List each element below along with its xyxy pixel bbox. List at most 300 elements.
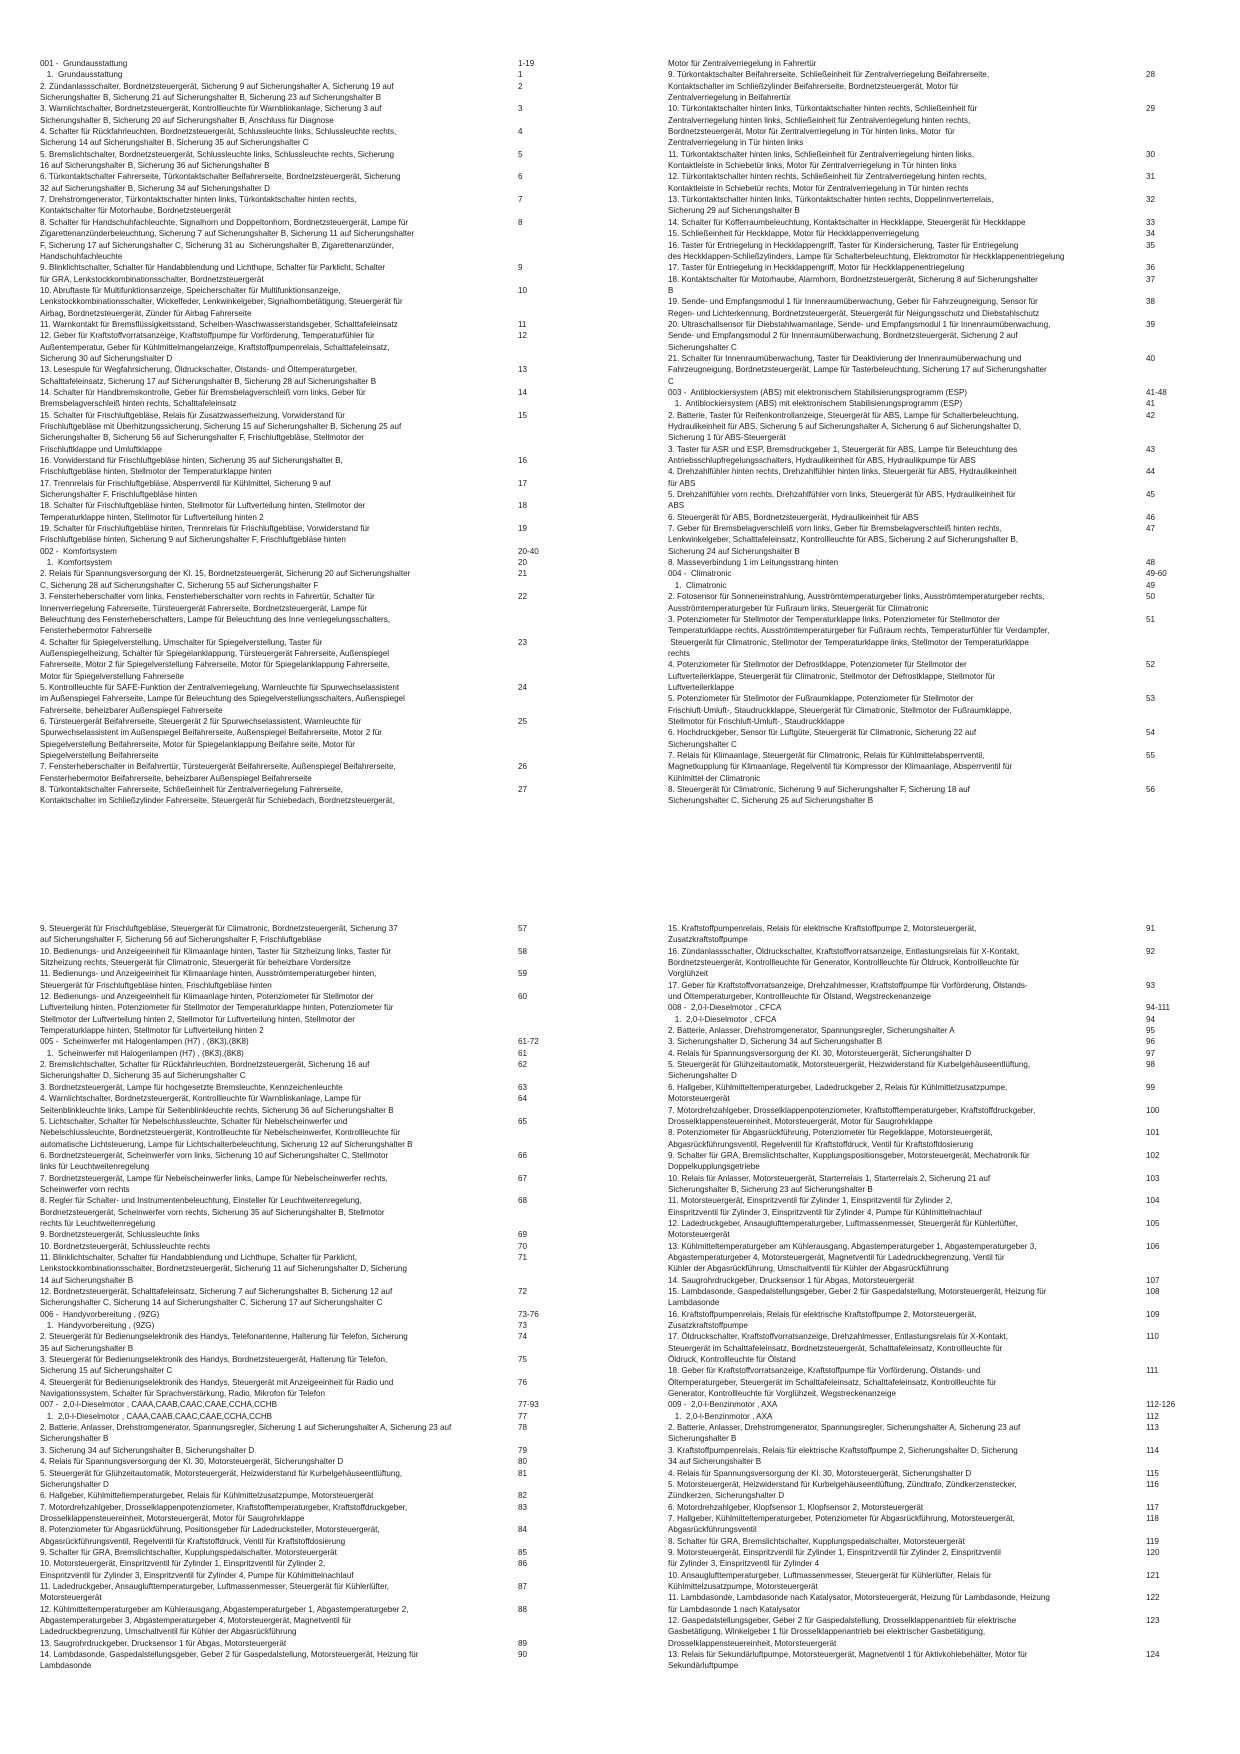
toc-section-heading (40, 1399, 570, 1410)
toc-entry (40, 991, 570, 1036)
toc-entry-page: 25 (518, 716, 528, 726)
toc-entry-page: 81 (518, 1468, 528, 1478)
toc-entry-title: 1. 2,0-l-Dieselmotor , CAAA,CAAB,CAAC,CAAE,CCHA,CCHB (40, 1411, 273, 1421)
toc-entry (40, 126, 570, 149)
toc-entry-page: 100 (1146, 1105, 1160, 1115)
toc-entry-title: 7. Motordrehzahlgeber, Drosselklappenpotenziometer, Kraftstofftemperaturgeber, Kraftstoffdruckgeber, Drosselklappensteuereinheit, Motorsteuergerät, Motor für Saugrohrklappe (668, 1105, 1036, 1126)
toc-entry (40, 761, 570, 784)
toc-entry (40, 968, 570, 991)
toc-entry-page: 28 (1146, 70, 1156, 80)
toc-entry-title: 17. Geber für Kraftstoffvorratsanzeige, Drehzahlmesser, Kraftstoffpumpe für Vorförderung, Ölstands- und Öltemperaturgeber, Kontrollleuchte für Ölstand, Wegstreckenanzeige (668, 980, 1028, 1002)
toc-entry (668, 1502, 1198, 1513)
toc-entry-page: 63 (518, 1082, 528, 1092)
toc-entry (668, 659, 1198, 693)
toc-entry (668, 1150, 1198, 1173)
toc-entry (40, 500, 570, 523)
toc-entry-title: 008 - 2,0-l-Dieselmotor , CFCA (668, 1003, 782, 1013)
toc-entry-page: 75 (518, 1355, 528, 1365)
toc-entry-page: 13 (518, 365, 528, 375)
toc-entry-title: 11. Blinklichtschalter, Schalter für Handabblendung und Lichthupe, Schalter für Parklicht, Lenkstockkombinationsschalter, Bordnetzsteuergerät, Sicherung 11 auf Sicherungshalter D, Sicherung 14 auf Sicherungshalter B (40, 1252, 407, 1285)
toc-entry-title: 7. Hallgeber, Kühlmitteltemperaturgeber, Potenziometer für Abgasrückführung, Motorsteuergerät, Abgasrückführungsventil (668, 1513, 1015, 1535)
toc-entry-title: 009 - 2,0-l-Benzinmotor , AXA (668, 1400, 778, 1410)
toc-entry-page: 7 (518, 195, 523, 205)
toc-entry-title: 4. Potenziometer für Stellmotor der Defrostklappe, Potenziometer für Stellmotor der Luftverteilerklappe, Steuergerät für Climatronic, Stellmotor der Defrostklappe, Stellmotor für Luftverteilerklappe (668, 660, 996, 692)
toc-entry-title: 2. Steuergerät für Bedienungselektronik des Handys, Telefonantenne, Halterung für Telefon, Sicherung 35 auf Sicherungshalter B (40, 1332, 408, 1353)
toc-entry-title: 5. Drehzahlfühler vorn rechts, Drehzahlfühler vorn links, Steuergerät für ABS, Hydraulikeinheit für ABS (668, 490, 1016, 511)
toc-entry-page: 22 (518, 592, 528, 602)
toc-entry-page: 102 (1146, 1150, 1160, 1160)
toc-entry (668, 1536, 1198, 1547)
toc-entry-title: 13. Saugrohrdruckgeber, Drucksensor 1 für Abgas, Motorsteuergerät (40, 1638, 287, 1648)
toc-entry (40, 1116, 570, 1150)
toc-entry-title: 9. Motorsteuergerät, Einspritzventil für Zylinder 1, Einspritzventil für Zylinder 2, Einspritzventil für Zylinder 3, Einspritzventil für Zylinder 4 (668, 1547, 1001, 1569)
toc-entry-page: 109 (1146, 1309, 1160, 1319)
toc-entry (668, 1173, 1198, 1196)
toc-entry-page: 85 (518, 1547, 528, 1557)
toc-entry-page: 53 (1146, 694, 1156, 704)
toc-entry (668, 1105, 1198, 1128)
toc-entry-page: 61 (518, 1048, 528, 1058)
toc-entry-page: 83 (518, 1502, 528, 1512)
toc-entry-page: 79 (518, 1445, 528, 1455)
toc-entry (668, 398, 1198, 409)
toc-entry (40, 1468, 570, 1491)
toc-entry-page: 69 (518, 1230, 528, 1240)
toc-entry (40, 1377, 570, 1400)
toc-entry (40, 1547, 570, 1558)
toc-entry (668, 171, 1198, 194)
toc-column-4 (668, 923, 1198, 1672)
toc-entry-page: 91 (1146, 924, 1156, 933)
toc-entry-title: 8. Schalter für Handschuhfachleuchte, Signalhorn und Doppeltonhorn, Bordnetzsteuergerät, Lampe für Zigarettenanzünderbeleuchtung, Sicherung 7 auf Sicherungshalter B, Sicherung 11 auf Sicherungshalter F, Sicherung 17 auf Sicherungshalter C, Sicherung 31 au Sicherungshalter B, Zigarettenanzünder, Handschuhfachleuchte (40, 217, 415, 261)
toc-entry-title: 2. Batterie, Anlasser, Drehstromgenerator, Spannungsregler, Sicherungshalter A, Sicherung 23 auf Sicherungshalter B (668, 1423, 1021, 1444)
toc-entry-title: 1. Scheinwerfer mit Halogenlampen (H7) , (8K3),(8K8) (40, 1048, 244, 1058)
toc-entry-page: 118 (1146, 1513, 1159, 1523)
toc-entry-title: 7. Relais für Klimaanlage, Steuergerät für Climatronic, Relais für Kühlmittelabsperrventil, Magnetkupplung für Klimaanlage, Regelventil für Kompressor der Klimaanlage, Absperrventil für Kühlmittel der Climatronic (668, 750, 1013, 783)
toc-entry-title: 1. Komfortsystem (40, 558, 112, 568)
toc-entry-page: 34 (1146, 229, 1156, 239)
toc-entry-page: 40 (1146, 353, 1156, 363)
toc-entry-title: Motor für Zentralverriegelung in Fahrertür (668, 59, 817, 68)
toc-entry (40, 1059, 570, 1082)
toc-entry-title: 3. Bordnetzsteuergerät, Lampe für hochgesetzte Bremsleuchte, Kennzeichenleuchte (40, 1082, 343, 1092)
toc-entry (668, 1036, 1198, 1047)
toc-entry (668, 1445, 1198, 1468)
toc-entry (40, 285, 570, 319)
toc-entry-page: 32 (1146, 195, 1156, 205)
toc-section-heading (668, 568, 1198, 579)
toc-entry-page: 29 (1146, 104, 1156, 114)
toc-entry (40, 1320, 570, 1331)
toc-entry (668, 103, 1198, 148)
toc-entry-title: 18. Schalter für Frischluftgebläse hinten, Stellmotor für Luftverteilung hinten, Stellmotor der Temperaturklappe hinten, Stellmotor für Luftverteilung hinten 2 (40, 501, 366, 522)
toc-entry-title: 14. Schalter für Kofferraumbeleuchtung, Kontaktschalter in Heckklappe, Steuergerät für Heckklappe (668, 217, 1026, 227)
toc-entry-page: 122 (1146, 1593, 1160, 1603)
toc-entry-title: 1. Antiblockiersystem (ABS) mit elektronischem Stabilisierungsprogramm (ESP) (668, 399, 963, 409)
toc-entry-page: 18 (518, 501, 528, 511)
toc-entry (668, 1025, 1198, 1036)
toc-entry-page: 94 (1146, 1014, 1156, 1024)
toc-entry-page: 82 (518, 1491, 528, 1501)
toc-entry-page: 119 (1146, 1536, 1159, 1546)
toc-entry-page: 30 (1146, 149, 1156, 159)
toc-entry-title: 3. Steuergerät für Bedienungselektronik des Handys, Bordnetzsteuergerät, Halterung für Telefon, Sicherung 15 auf Sicherungshalter C (40, 1355, 388, 1376)
toc-entry-page: 39 (1146, 319, 1156, 329)
toc-entry-title: 21. Schalter für Innenraumüberwachung, Taster für Deaktivierung der Innenraumüberwachung und Fahrzeugneigung, Bordnetzsteuergerät, Lampe für Tasterbeleuchtung, Sicherung 17 auf Sicherungshalter C (668, 353, 1047, 386)
toc-entry-page: 68 (518, 1196, 528, 1206)
toc-entry-title: 19. Schalter für Frischluftgebläse hinten, Trennrelais für Frischluftgebläse, Vorwiderstand für Frischluftgebläse hinten, Sicherung 9 auf Sicherungshalter F, Frischluftgebläse hinten (40, 524, 370, 545)
toc-entry (40, 364, 570, 387)
toc-entry-title: 5. Bremslichtschalter, Bordnetzsteuergerät, Schlussleuchte links, Schlussleuchte rechts, Sicherung 16 auf Sicherungshalter B, Sicherung 36 auf Sicherungshalter B (40, 149, 395, 171)
toc-entry (668, 194, 1198, 217)
toc-entry (40, 455, 570, 478)
toc-entry-title: 4. Relais für Spannungsversorgung der Kl. 30, Motorsteuergerät, Sicherungshalter D (668, 1468, 972, 1478)
toc-entry (668, 489, 1198, 512)
toc-entry (668, 1309, 1198, 1332)
toc-entry (668, 1468, 1198, 1479)
toc-entry-title: 13. Kühlmitteltemperaturgeber am Kühlerausgang, Abgastemperaturgeber 1, Abgastemperaturgeber 3, Abgastemperaturgeber 4, Motorsteuergerät, Magnetventil für Ladedruckbegrenzung, Ventil für Kühler der Abgasrückführung, Umschaltventil für Kühler der Abgasrückführung (668, 1241, 1037, 1274)
toc-entry-title: 2. Relais für Spannungsversorgung der Kl. 15, Bordnetzsteuergerät, Sicherung 20 auf Sicherungshalter C, Sicherung 28 auf Sicherungshalter C, Sicherung 55 auf Sicherungshalter F (40, 569, 411, 590)
toc-entry-title: 11. Lambdasonde, Lambdasonde nach Katalysator, Motorsteuergerät, Heizung für Lambdasonde, Heizung für Lambdasonde 1 nach Katalysator (668, 1593, 1050, 1614)
toc-entry-page: 73 (518, 1321, 528, 1331)
toc-entry-title: 5. Steuergerät für Glühzeitautomatik, Motorsteuergerät, Heizwiderstand für Kurbelgehäuseentlüftung, Sicherungshalter D (40, 1468, 403, 1489)
toc-entry (668, 1592, 1198, 1615)
toc-entry-page: 1-19 (518, 59, 535, 68)
toc-entry-title: 6. Hallgeber, Kühlmitteltemperaturgeber, Relais für Kühlmittelzusatzpumpe, Motorsteuergerät (40, 1491, 374, 1501)
toc-entry-title: 7. Fensterheberschalter in Beifahrertür, Türsteuergerät Beifahrerseite, Außenspiegel Beifahrerseite, Fensterhebermotor Beifahrerseite, beheizbarer Außenspiegel Beifahrerseite (40, 762, 396, 783)
toc-entry-page: 112 (1146, 1411, 1159, 1421)
toc-entry (668, 980, 1198, 1003)
toc-entry-title: 5. Lichtschalter, Schalter für Nebelschlussleuchte, Schalter für Nebelscheinwerfer und Nebelschlussleuchte, Bordnetzsteuergerät, Kontrollleuchte für Nebelscheinwerfer, Kontrollleuchte für automatische Lichtsteuerung, Lampe für Lichtschalterbeleuchtung, Sicherung 12 auf Sicherungshalter B (40, 1116, 413, 1149)
toc-entry-title: 8. Potenziometer für Abgasrückführung, Potenziometer für Regelklappe, Motorsteuergerät, Abgasrückführungsventil, Regelventil für Kraftstoffdruck, Ventil für Kraftstoffdosierung (668, 1128, 993, 1149)
toc-entry (40, 478, 570, 501)
toc-column-2 (668, 58, 1198, 807)
toc-entry-page: 123 (1146, 1615, 1160, 1625)
toc-entry-title: 16. Zündanlassschalter, Öldruckschalter, Kraftstoffvorratsanzeige, Entlastungsrelais für X-Kontakt, Bordnetzsteuergerät, Kontrollleuchte für Generator, Kontrollleuchte für Öldruck, Kontrollleuchte für Vorglühzeit (668, 946, 1020, 979)
toc-entry-page: 90 (518, 1650, 528, 1659)
toc-entry-title: 9. Schalter für GRA, Bremslichtschalter, Kupplungspositionsgeber, Motorsteuergerät, Mechatronik für Doppelkupplungsgetriebe (668, 1150, 1030, 1172)
toc-entry (40, 1150, 570, 1173)
toc-entry-title: 11. Ladedruckgeber, Ansauglufttemperaturgeber, Luftmassenmesser, Steuergerät für Kühlerlüfter, Motorsteuergerät (40, 1581, 389, 1603)
toc-entry (668, 750, 1198, 784)
toc-entry-title: 2. Bremslichtschalter, Schalter für Rückfahrleuchten, Bordnetzsteuergerät, Sicherung 16 auf Sicherungshalter D, Sicherung 35 auf Sicherungshalter C (40, 1060, 370, 1081)
toc-entry (40, 171, 570, 194)
toc-entry-title: 004 - Climatronic (668, 569, 732, 579)
toc-entry-title: 10. Relais für Anlasser, Motorsteuergerät, Starterrelais 1, Starterrelais 2, Sicherung 21 auf Sicherungshalter B, Sicherung 23 auf Sicherungshalter B (668, 1173, 991, 1194)
toc-entry-title: 1. 2,0-l-Benzinmotor , AXA (668, 1411, 773, 1421)
toc-section-heading (40, 58, 570, 69)
toc-entry-title: 6. Bordnetzsteuergerät, Scheinwerfer vorn links, Sicherung 10 auf Sicherungshalter C, Stellmotor links für Leuchtweitenregelung (40, 1150, 389, 1172)
toc-entry-page: 5 (518, 149, 523, 159)
toc-entry (40, 1241, 570, 1252)
toc-entry (40, 523, 570, 546)
toc-entry (40, 330, 570, 364)
toc-section-heading (668, 387, 1198, 398)
toc-entry-title: 006 - Handyvorbereitung , (9ZG) (40, 1309, 160, 1319)
toc-entry-title: 6. Hallgeber, Kühlmitteltemperaturgeber, Ladedruckgeber 2, Relais für Kühlmittelzusatzpumpe, Motorsteuergerät (668, 1082, 1008, 1104)
toc-entry-title: 12. Ladedruckgeber, Ansauglufttemperaturgeber, Luftmassenmesser, Steuergerät für Kühlerlüfter, Motorsteuergerät (668, 1218, 1018, 1240)
toc-entry (668, 784, 1198, 807)
toc-entry-page: 14 (518, 387, 528, 397)
toc-entry-page: 96 (1146, 1037, 1156, 1047)
toc-entry (40, 784, 570, 807)
toc-entry (668, 1127, 1198, 1150)
toc-entry-title: 1. Climatronic (668, 580, 727, 590)
toc-entry-title: 10. Ansauglufttemperaturgeber, Luftmassenmesser, Steuergerät für Kühlerlüfter, Relais für Kühlmittelzusatzpumpe, Motorsteuergerät (668, 1570, 992, 1591)
toc-entry (40, 1093, 570, 1116)
toc-entry-title: 11. Bedienungs- und Anzeigeeinheit für Klimaanlage hinten, Ausströmtemperaturgeber hinten, Steuergerät für Frischluftgebläse hinten, Frischluftgebläse hinten (40, 969, 377, 990)
toc-entry (668, 69, 1198, 103)
toc-entry-page: 89 (518, 1638, 528, 1648)
toc-entry-page: 105 (1146, 1218, 1160, 1228)
toc-entry-title: 11. Warnkontakt für Bremsflüssigkeitsstand, Scheiben-Waschwasserstandsgeber, Schalttafeleinsatz (40, 319, 398, 329)
toc-entry-title: 1. Handyvorbereitung , (9ZG) (40, 1321, 155, 1331)
toc-entry (668, 1082, 1198, 1105)
toc-entry-page: 117 (1146, 1502, 1159, 1512)
toc-entry-page: 11 (518, 319, 527, 329)
toc-entry-title: 8. Potenziometer für Abgasrückführung, Positionsgeber für Ladedrucksteller, Motorsteuergerät, Abgasrückführungsventil, Regelventil für Kraftstoffdruck, Ventil für Kraftstoffdosierung (40, 1525, 380, 1546)
toc-entry (40, 387, 570, 410)
toc-entry-title: 12. Geber für Kraftstoffvorratsanzeige, Kraftstoffpumpe für Vorförderung, Temperaturfühler für Außentemperatur, Geber für Kühlmittelmangelanzeige, Kraftstoffpumpenrelais, Schalttafeleinsatz, Sicherung 30 auf Sicherungshalter D (40, 331, 390, 363)
toc-entry-page: 4 (518, 127, 523, 137)
toc-entry-page: 38 (1146, 297, 1156, 307)
toc-entry-title: 20. Ultraschallsensor für Diebstahlwarnanlage, Sende- und Empfangsmodul 1 für Innenraumüberwachung, Sende- und Empfangsmodul 2 für Innenraumüberwachung, Bordnetzsteuergerät, Sicherung 2 auf Sicherungshalter C (668, 319, 1051, 352)
toc-entry-page: 27 (518, 785, 528, 794)
toc-entry-page: 116 (1146, 1479, 1159, 1489)
toc-entry-page: 106 (1146, 1241, 1160, 1251)
toc-entry-title: 13. Lesespule für Wegfahrsicherung, Öldruckschalter, Ölstands- und Öltemperaturgeber, Schalttafeleinsatz, Sicherung 17 auf Sicherungshalter B, Sicherung 28 auf Sicherungshalter B (40, 365, 377, 386)
toc-entry-title: 4. Schalter für Rückfahrleuchten, Bordnetzsteuergerät, Schlussleuchte links, Schlussleuchte rechts, Sicherung 14 auf Sicherungshalter B, Sicherung 35 auf Sicherungshalter C (40, 127, 397, 148)
toc-entry-page: 77 (518, 1411, 528, 1421)
toc-entry-title: 16. Taster für Entriegelung in Heckklappengriff, Taster für Kindersicherung, Taster für Entriegelung des Heckklappen-Schließzylinders, Lampe für Schalterbeleuchtung, Elektromotor für Heckklappenentriegelung (668, 240, 1065, 261)
toc-entry-title: 2. Fotosensor für Sonneneinstrahlung, Ausströmtemperaturgeber links, Ausströmtemperaturgeber rechts, Ausströmtemperaturgeber für Fußraum links, Steuergerät für Climatronic (668, 592, 1045, 613)
toc-entry (40, 1252, 570, 1286)
toc-entry-page: 95 (1146, 1026, 1156, 1036)
toc-entry (668, 444, 1198, 467)
toc-entry-title: 3. Fensterheberschalter vorn links, Fensterheberschalter vorn rechts in Fahrertür, Schalter für Innenverriegelung Fahrerseite, Türsteuergerät Fahrerseite, Bordnetzsteuergerät, Lampe für Beleuchtung des Fensterheberschalters, Lampe für Beleuchtung des Inne verriegelungsschalters, Fensterhebermotor Fahrerseite (40, 592, 391, 636)
toc-entry (668, 1513, 1198, 1536)
toc-entry (668, 58, 1198, 69)
toc-entry-title: 3. Warnlichtschalter, Bordnetzsteuergerät, Kontrollleuchte für Warnblinkanlage, Sicherung 3 auf Sicherungshalter B, Sicherung 20 auf Sicherungshalter B, Anschluss für Diagnose (40, 104, 382, 125)
toc-entry-title: 17. Öldruckschalter, Kraftstoffvorratsanzeige, Drehzahlmesser, Entlastungsrelais für X-Kontakt, Steuergerät im Schalttafeleinsatz, Bordnetzsteuergerät, Schalttafeleinsatz, Kontrollleuchte für Öldruck, Kontrollleuchte für Ölstand (668, 1332, 1008, 1365)
toc-entry-title: 12. Bordnetzsteuergerät, Schalttafeleinsatz, Sicherung 7 auf Sicherungshalter B, Sicherung 12 auf Sicherungshalter C, Sicherung 14 auf Sicherungshalter C, Sicherung 17 auf Sicherungshalter C (40, 1287, 393, 1308)
toc-entry (40, 1490, 570, 1501)
toc-entry-page: 6 (518, 172, 523, 182)
toc-entry-page: 110 (1146, 1332, 1159, 1342)
toc-entry-title: 7. Motordrehzahlgeber, Drosselklappenpotenziometer, Kraftstofftemperaturgeber, Kraftstoffdruckgeber, Drosselklappensteuereinheit, Motorsteuergerät, Motor für Saugrohrklappe (40, 1502, 408, 1523)
toc-entry-page: 36 (1146, 263, 1156, 273)
toc-entry (40, 262, 570, 285)
toc-entry-title: 8. Regler für Schalter- und Instrumentenbeleuchtung, Einsteller für Leuchtweitenregelung, Bordnetzsteuergerät, Scheinwerfer vorn rechts, Sicherung 35 auf Sicherungshalter B, Stellmotor rechts für Leuchtweitenregelung (40, 1196, 385, 1228)
toc-entry (668, 149, 1198, 172)
toc-entry-title: 17. Taster für Entriegelung in Heckklappengriff, Motor für Heckklappenentriegelung (668, 263, 965, 273)
toc-entry-page: 58 (518, 946, 528, 956)
toc-entry-page: 86 (518, 1559, 528, 1569)
toc-entry-page: 46 (1146, 512, 1156, 522)
toc-entry-page: 45 (1146, 490, 1156, 500)
toc-entry-title: 8. Steuergerät für Climatronic, Sicherung 9 auf Sicherungshalter F, Sicherung 18 auf Sicherungshalter C, Sicherung 25 auf Sicherungshalter B (668, 785, 970, 806)
toc-entry (668, 274, 1198, 297)
toc-entry-page: 9 (518, 263, 523, 273)
toc-section-heading (40, 1036, 570, 1047)
toc-entry (668, 614, 1198, 659)
toc-entry-page: 56 (1146, 785, 1156, 794)
toc-entry (40, 194, 570, 217)
toc-entry-title: 001 - Grundausstattung (40, 59, 128, 68)
toc-entry-title: 10. Türkontaktschalter hinten links, Türkontaktschalter hinten rechts, Schließeinheit für Zentralverriegelung hinten links, Schließeinheit für Zentralverriegelung hinten rechts, Bordnetzsteuergerät, Motor für Zentralverriegelung in Tür hinten links, Motor für Zentralverriegelung in Tür hinten links (668, 104, 978, 148)
toc-entry-title: 15. Schließeinheit für Heckklappe, Motor für Heckklappenverriegelung (668, 229, 920, 239)
toc-entry-page: 124 (1146, 1650, 1160, 1659)
toc-entry-title: 8. Schalter für GRA, Bremslichtschalter, Kupplungspedalschalter, Motorsteuergerät (668, 1536, 965, 1546)
toc-entry-title: 5. Kontrollleuchte für SAFE-Funktion der Zentralverriegelung, Warnleuchte für Spurwechselassistent im Außenspiegel Fahrerseite, Lampe für Beleuchtung des Spiegelverstellungsschalters, Außenspiegel Fahrerseite, beheizbarer Außenspiegel Fahrerseite (40, 682, 405, 715)
toc-entry (40, 1331, 570, 1354)
toc-entry-page: 112-126 (1146, 1400, 1176, 1410)
toc-entry-title: 3. Sicherungshalter D, Sicherung 34 auf Sicherungshalter B (668, 1037, 883, 1047)
toc-entry-page: 74 (518, 1332, 528, 1342)
toc-entry (668, 1241, 1198, 1275)
toc-entry-title: 3. Potenziometer für Stellmotor der Temperaturklappe links, Potenziometer für Stellmotor der Temperaturklappe rechts, Ausströmtemperaturgeber für Fußraum rechts, Temperaturfühler für Verdampfer, Steuergerät für Climatronic, Stellmotor der Temperaturklappe links, Stellmotor der Temperaturklappe rechts (668, 614, 1050, 658)
toc-entry (668, 523, 1198, 557)
toc-section-heading (40, 1309, 570, 1320)
toc-entry-page: 66 (518, 1150, 528, 1160)
toc-entry-page: 12 (518, 331, 528, 341)
toc-entry-page: 121 (1146, 1570, 1160, 1580)
toc-entry-page: 42 (1146, 410, 1156, 420)
toc-entry-page: 98 (1146, 1060, 1156, 1070)
toc-section-heading (668, 1002, 1198, 1013)
toc-entry (40, 81, 570, 104)
toc-entry-page: 101 (1146, 1128, 1160, 1138)
toc-entry-title: 1. 2,0-l-Dieselmotor , CFCA (668, 1014, 777, 1024)
toc-entry-page: 77-93 (518, 1400, 539, 1410)
toc-entry-page: 115 (1146, 1468, 1159, 1478)
toc-entry (668, 580, 1198, 591)
toc-entry-page: 20-40 (518, 546, 539, 556)
toc-entry (40, 1638, 570, 1649)
toc-entry-title: 9. Türkontaktschalter Beifahrerseite, Schließeinheit für Zentralverriegelung Beifahrerseite, Kontaktschalter im Schließzylinder Beifahrerseite, Bordnetzsteuergerät, Motor für Zentralverriegelung in Beifahrertür (668, 70, 990, 103)
toc-entry-title: 3. Taster für ASR und ESP, Bremsdruckgeber 1, Steuergerät für ABS, Lampe für Beleuchtung des Antriebsschlupfregelungsschalters, Hydraulikeinheit für ABS, Hydraulikpumpe für ABS (668, 444, 1018, 466)
toc-entry-page: 48 (1146, 558, 1156, 568)
toc-entry-title: 14. Lambdasonde, Gaspedalstellungsgeber, Geber 2 für Gaspedalstellung, Motorsteuergerät, Heizung für Lambdasonde (40, 1650, 419, 1671)
toc-entry (40, 410, 570, 455)
toc-entry-page: 3 (518, 104, 523, 114)
toc-entry-page: 50 (1146, 592, 1156, 602)
toc-entry-title: 10. Abruftaste für Multifunktionsanzeige, Speicherschalter für Multifunktionsanzeige, Lenkstockkombinationsschalter, Wickelfeder, Lenkwinkelgeber, Signalhornbetätigung, Steuergerät für Airbag, Bordnetzsteuergerät, Zünder für Airbag Fahrerseite (40, 285, 403, 318)
toc-entry (668, 217, 1198, 228)
toc-entry-title: 11. Türkontaktschalter hinten links, Schließeinheit für Zentralverriegelung hinten links, Kontaktleiste in Schiebetür links, Motor für Zentralverriegelung in Tür hinten links (668, 149, 975, 171)
toc-entry (40, 1411, 570, 1422)
toc-entry-title: 10. Bedienungs- und Anzeigeeinheit für Klimaanlage hinten, Taster für Sitzheizung links, Taster für Sitzheizung rechts, Steuergerät für Climatronic, Steuergerät für beheizbare Vordersitze (40, 946, 392, 968)
toc-entry-page: 49 (1146, 580, 1156, 590)
toc-entry-page: 51 (1146, 614, 1156, 624)
toc-entry (40, 1524, 570, 1547)
toc-entry-page: 19 (518, 524, 528, 534)
toc-entry-title: 6. Motordrehzahlgeber, Klopfsensor 1, Klopfsensor 2, Motorsteuergerät (668, 1502, 924, 1512)
toc-entry (40, 1649, 570, 1672)
toc-entry-title: 16. Kraftstoffpumpenrelais, Relais für elektrische Kraftstoffpumpe 2, Motorsteuergerät, Zusatzkraftstoffpumpe (668, 1309, 977, 1331)
toc-entry-page: 103 (1146, 1173, 1160, 1183)
toc-entry (668, 1286, 1198, 1309)
toc-section-heading (40, 546, 570, 557)
toc-entry-title: 14. Saugrohrdruckgeber, Drucksensor 1 für Abgas, Motorsteuergerät (668, 1275, 915, 1285)
toc-entry (668, 410, 1198, 444)
toc-entry-page: 20 (518, 558, 528, 568)
toc-entry-page: 54 (1146, 728, 1156, 738)
toc-entry-title: 4. Relais für Spannungsversorgung der Kl. 30, Motorsteuergerät, Sicherungshalter D (40, 1457, 344, 1467)
toc-entry-title: 6. Türsteuergerät Beifahrerseite, Steuergerät 2 für Spurwechselassistent, Warnleuchte für Spurwechselassistent im Außenspiegel Beifahrerseite, Außenspiegel Beifahrerseite, Motor 2 für Spiegelverstellung Beifahrerseite, Motor für Spiegelanklappung Beifahre seite, Motor für Spiegelverstellung Beifahrerseite (40, 716, 382, 760)
toc-entry (668, 1411, 1198, 1422)
toc-entry-page: 60 (518, 992, 528, 1002)
toc-entry-page: 65 (518, 1116, 528, 1126)
toc-entry (40, 1048, 570, 1059)
toc-entry-page: 94-111 (1146, 1003, 1170, 1013)
toc-entry (668, 923, 1198, 946)
toc-entry (40, 591, 570, 636)
toc-entry-page: 84 (518, 1525, 528, 1535)
toc-entry-title: 2. Batterie, Taster für Reifenkontrollanzeige, Steuergerät für ABS, Lampe für Schalterbeleuchtung, Hydraulikeinheit für ABS, Sicherung 5 auf Sicherungshalter A, Sicherung 6 auf Sicherungshalter D, Sicherung 1 für ABS-Steuergerät (668, 410, 1022, 443)
toc-entry-page: 61-72 (518, 1037, 539, 1047)
toc-entry (40, 319, 570, 330)
toc-entry-page: 97 (1146, 1048, 1156, 1058)
toc-entry (668, 693, 1198, 727)
toc-entry-page: 21 (518, 569, 528, 579)
toc-entry (668, 1615, 1198, 1649)
toc-entry (668, 1479, 1198, 1502)
toc-entry (40, 1173, 570, 1196)
toc-entry (40, 716, 570, 761)
toc-entry-title: 8. Masseverbindung 1 im Leitungsstrang hinten (668, 558, 839, 568)
toc-entry-title: 2. Batterie, Anlasser, Drehstromgenerator, Spannungsregler, Sicherungshalter A (668, 1026, 955, 1036)
toc-entry-page: 15 (518, 410, 528, 420)
toc-entry-title: 13. Relais für Sekundärluftpumpe, Motorsteuergerät, Magnetventil 1 für Aktivkohlebehälter, Motor für Sekundärluftpumpe (668, 1650, 1028, 1671)
toc-entry-title: 002 - Komfortsystem (40, 546, 117, 556)
toc-entry-title: 2. Zündanlassschalter, Bordnetzsteuergerät, Sicherung 9 auf Sicherungshalter A, Sicherung 19 auf Sicherungshalter B, Sicherung 21 auf Sicherungshalter B, Sicherung 23 auf Sicherungshalter B (40, 81, 394, 103)
toc-entry-page: 49-60 (1146, 569, 1167, 579)
toc-entry-page: 10 (518, 285, 528, 295)
toc-entry (668, 591, 1198, 614)
toc-entry (40, 1604, 570, 1638)
toc-entry-title: 1. Grundausstattung (40, 70, 123, 80)
toc-entry-title: 3. Kraftstoffpumpenrelais, Relais für elektrische Kraftstoffpumpe 2, Sicherungshalter D, Sicherung 34 auf Sicherungshalter B (668, 1445, 1018, 1467)
toc-entry (668, 1331, 1198, 1365)
toc-entry (40, 1082, 570, 1093)
toc-entry-title: 9. Blinklichtschalter, Schalter für Handabblendung und Lichthupe, Schalter für Parklicht, Schalter für GRA, Lenkstockkombinationsschalter, Bordnetzsteuergerät (40, 263, 386, 284)
toc-entry (40, 557, 570, 568)
toc-entry-page: 114 (1146, 1445, 1159, 1455)
toc-entry (668, 262, 1198, 273)
toc-entry-title: 19. Sende- und Empfangsmodul 1 für Innenraumüberwachung, Geber für Fahrzeugneigung, Sensor für Regen- und Lichterkennung, Bordnetzsteuergerät, Steuergerät für Neigungsschutz und Diebstahlschutz (668, 297, 1040, 318)
toc-entry (668, 1365, 1198, 1399)
toc-entry-page: 1 (518, 70, 523, 80)
toc-column-1 (40, 58, 570, 807)
toc-entry-title: 4. Drehzahlfühler hinten rechts, Drehzahlfühler hinten links, Steuergerät für ABS, Hydraulikeinheit für ABS (668, 467, 1017, 488)
toc-entry-title: 4. Schalter für Spiegelverstellung, Umschalter für Spiegelverstellung, Taster für Außenspiegelheizung, Schalter für Spiegelanklappung, Türsteuergerät Fahrerseite, Außenspiegel Fahrerseite, Motor 2 für Spiegelverstellung Fahrerseite, Motor für Spiegelanklappung Fahrerseite, Motor für Spiegelverstellung Fahrerseite (40, 637, 390, 681)
toc-entry-title: 14. Schalter für Handbremskontrolle, Geber für Bremsbelagverschleiß vorn links, Geber für Bremsbelagverschleiß hinten rechts, Schalttafeleinsatz (40, 387, 366, 409)
toc-entry-page: 23 (518, 637, 528, 647)
toc-entry-page: 47 (1146, 524, 1156, 534)
toc-entry-title: 5. Motorsteuergerät, Heizwiderstand für Kurbelgehäuseentlüftung, Zündtrafo, Zündkerzenstecker, Zündkerzen, Sicherungshalter D (668, 1479, 1017, 1501)
toc-entry-title: 007 - 2,0-l-Dieselmotor , CAAA,CAAB,CAAC,CAAE,CCHA,CCHB (40, 1400, 278, 1410)
toc-entry-page: 41-48 (1146, 387, 1167, 397)
toc-entry-title: 4. Warnlichtschalter, Bordnetzsteuergerät, Kontrollleuchte für Warnblinkanlage, Lampe für Seitenblinkleuchte links, Lampe für Seitenblinkleuchte rechts, Sicherung 36 auf Sicherungshalter B (40, 1094, 394, 1115)
toc-entry-page: 70 (518, 1241, 528, 1251)
toc-entry-page: 55 (1146, 750, 1156, 760)
toc-section-heading (668, 1399, 1198, 1410)
toc-entry-page: 111 (1146, 1366, 1159, 1376)
toc-entry-page: 99 (1146, 1082, 1156, 1092)
toc-entry-page: 76 (518, 1377, 528, 1387)
toc-entry (40, 1445, 570, 1456)
